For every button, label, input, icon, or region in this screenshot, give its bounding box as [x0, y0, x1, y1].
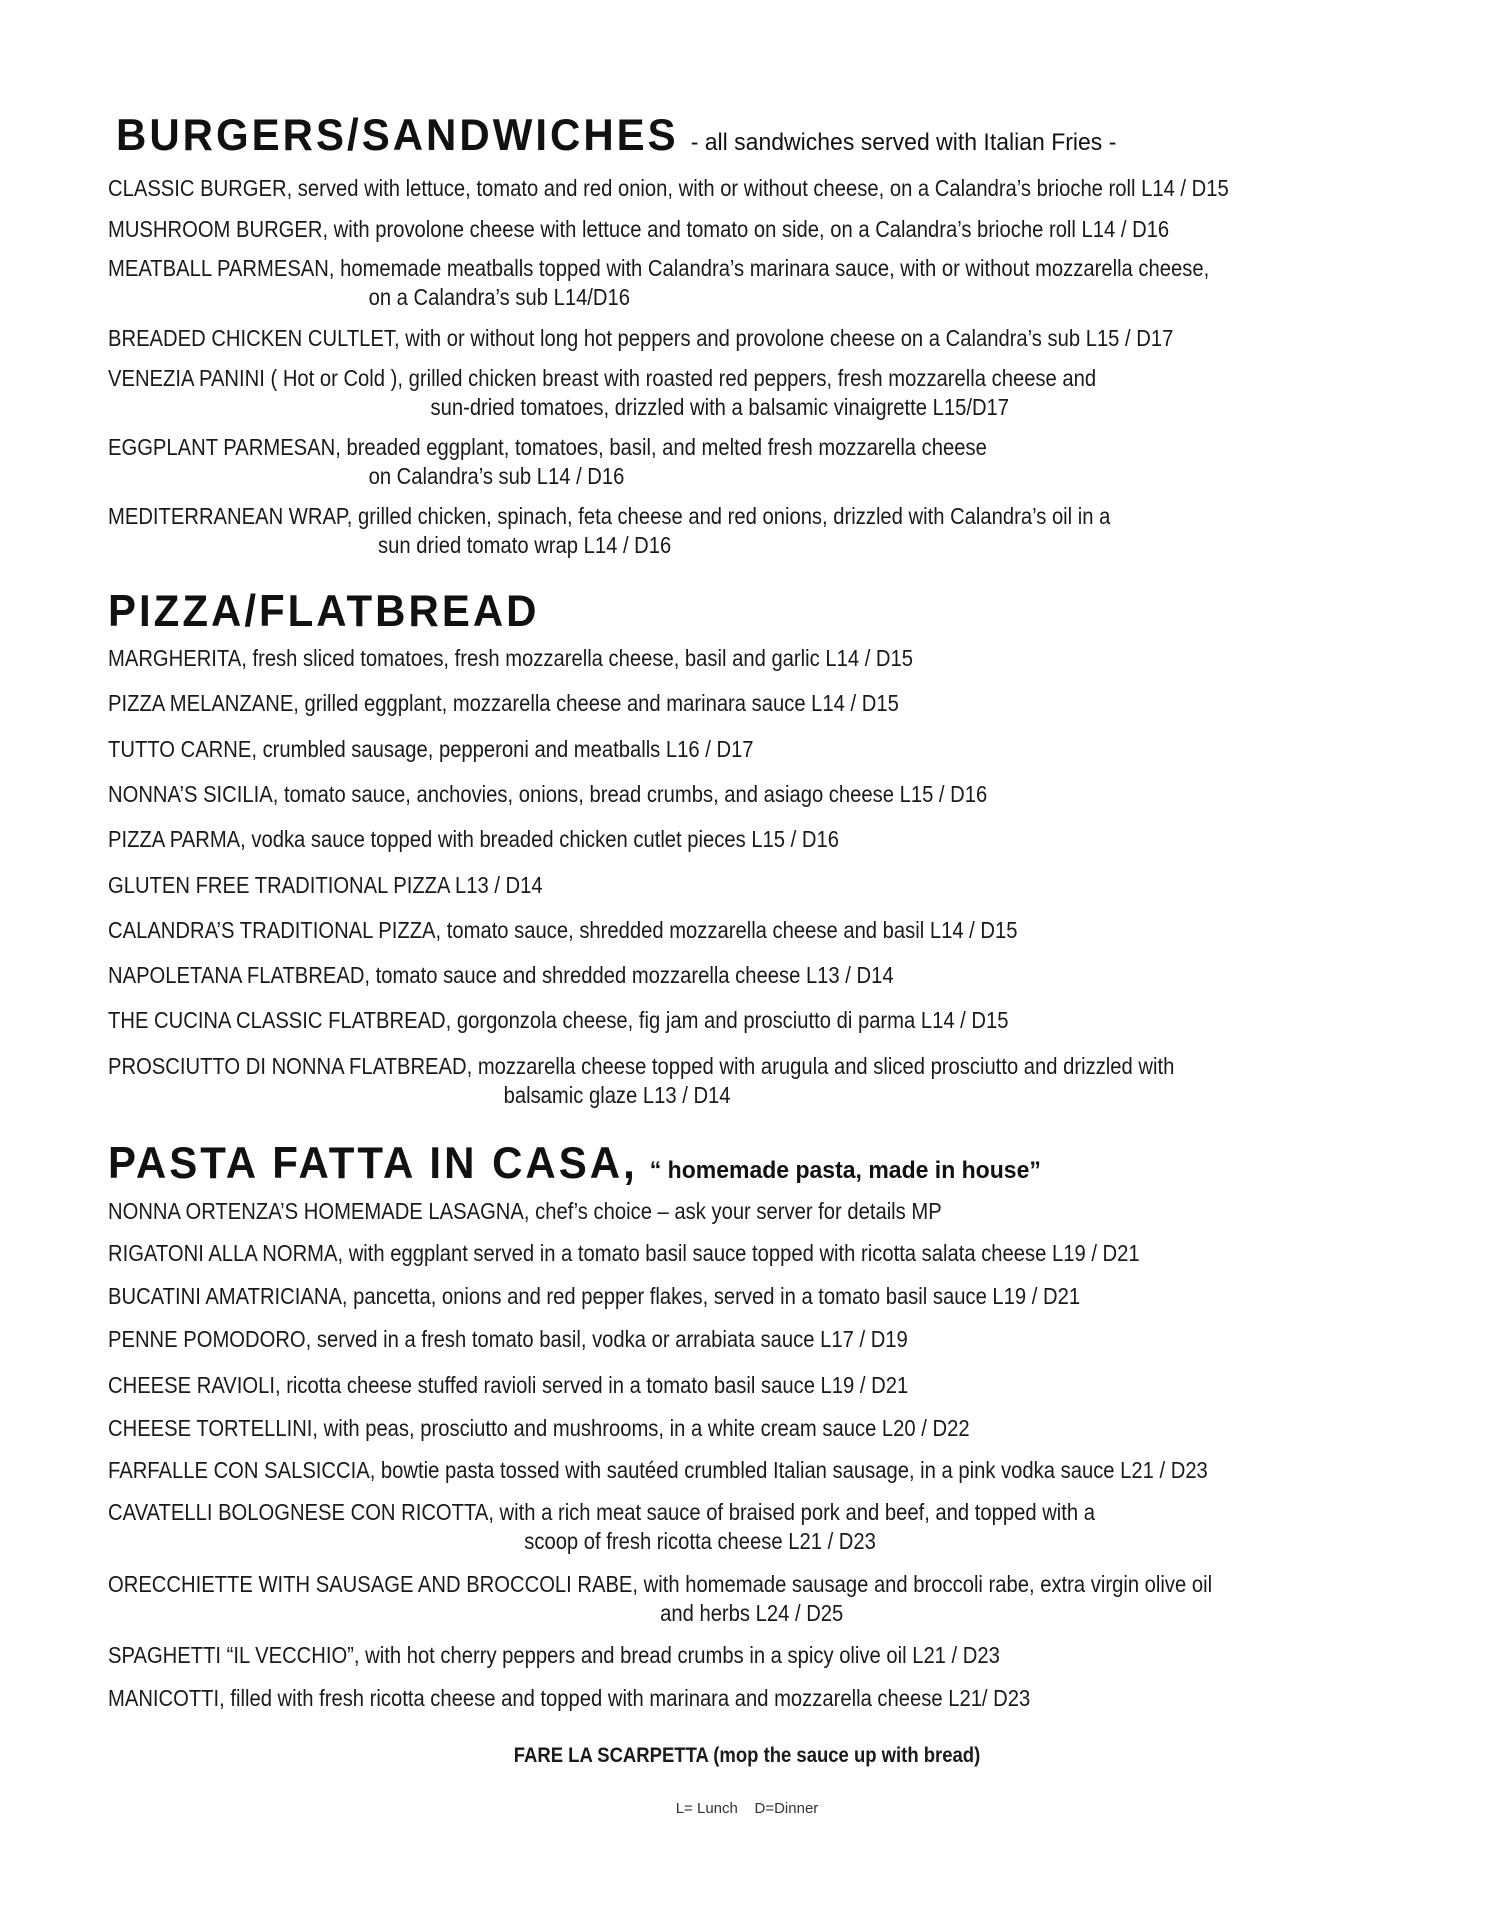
menu-item-text: MUSHROOM BURGER, with provolone cheese with lettuce and tomato on side, on a Calandra’s brioche roll L14 / D16 — [108, 216, 1170, 242]
menu-item-continuation: on a Calandra’s sub L14/D16 — [368, 284, 631, 310]
menu-item-continuation: balsamic glaze L13 / D14 — [503, 1082, 731, 1108]
menu-item-continuation: and herbs L24 / D25 — [660, 1600, 844, 1626]
menu-item-continuation: sun dried tomato wrap L14 / D16 — [378, 532, 672, 558]
menu-item-text: MANICOTTI, filled with fresh ricotta cheese and topped with marinara and mozzarella cheese L21/ D23 — [108, 1685, 1031, 1711]
menu-item-text: FARFALLE CON SALSICCIA, bowtie pasta tossed with sautéed crumbled Italian sausage, in a pink vodka sauce L21 / D23 — [108, 1457, 1208, 1483]
burgers-title: BURGERS/SANDWICHES — [116, 110, 679, 160]
menu-item — [108, 1282, 1080, 1311]
pasta-heading — [108, 1138, 1041, 1188]
menu-item — [108, 1006, 1009, 1035]
menu-item-continuation: on Calandra’s sub L14 / D16 — [368, 463, 625, 489]
menu-item-text: TUTTO CARNE, crumbled sausage, pepperoni and meatballs L16 / D17 — [108, 736, 754, 762]
menu-item — [108, 174, 1229, 203]
menu-item-text: CLASSIC BURGER, served with lettuce, tomato and red onion, with or without cheese, on a Calandra’s brioche roll L14 / D15 — [108, 175, 1229, 201]
menu-item — [108, 961, 894, 990]
menu-item — [108, 825, 839, 854]
scarpetta-note: FARE LA SCARPETTA (mop the sauce up with bread) — [513, 1744, 981, 1767]
pizza-heading — [108, 586, 540, 636]
menu-item — [108, 871, 543, 900]
menu-item — [108, 433, 987, 491]
menu-item — [108, 735, 754, 764]
menu-item-text: GLUTEN FREE TRADITIONAL PIZZA L13 / D14 — [108, 872, 543, 898]
menu-item — [108, 254, 1209, 312]
menu-item — [108, 364, 1096, 422]
menu-item-text: ORECCHIETTE WITH SAUSAGE AND BROCCOLI RABE, with homemade sausage and broccoli rabe, extra virgin olive oil — [108, 1571, 1213, 1597]
menu-item — [108, 1239, 1140, 1268]
menu-item-text: MARGHERITA, fresh sliced tomatoes, fresh mozzarella cheese, basil and garlic L14 / D15 — [108, 645, 914, 671]
menu-item-text: NONNA’S SICILIA, tomato sauce, anchovies, onions, bread crumbs, and asiago cheese L15 / D16 — [108, 781, 988, 807]
menu-item-text: CHEESE RAVIOLI, ricotta cheese stuffed ravioli served in a tomato basil sauce L19 / D21 — [108, 1372, 909, 1398]
menu-item — [108, 916, 1017, 945]
menu-item — [108, 644, 913, 673]
menu-item — [108, 1570, 1212, 1628]
menu-item — [108, 215, 1169, 244]
menu-item-text: RIGATONI ALLA NORMA, with eggplant served in a tomato basil sauce topped with ricotta salata cheese L19 / D21 — [108, 1240, 1140, 1266]
menu-item — [108, 1498, 1095, 1556]
menu-item-text: MEDITERRANEAN WRAP, grilled chicken, spinach, feta cheese and red onions, drizzled with Calandra’s oil in a — [108, 503, 1111, 529]
lunch-dinner-legend: L= Lunch D=Dinner — [675, 1800, 819, 1817]
menu-item-text: CAVATELLI BOLOGNESE CON RICOTTA, with a rich meat sauce of braised pork and beef, and topped with a — [108, 1499, 1095, 1525]
pasta-note: “ homemade pasta, made in house” — [649, 1155, 1041, 1184]
menu-item-text: CHEESE TORTELLINI, with peas, prosciutto and mushrooms, in a white cream sauce L20 / D22 — [108, 1415, 970, 1441]
menu-item — [108, 1371, 908, 1400]
menu-item-text: PIZZA MELANZANE, grilled eggplant, mozzarella cheese and marinara sauce L14 / D15 — [108, 690, 899, 716]
menu-item-text: PENNE POMODORO, served in a fresh tomato basil, vodka or arrabiata sauce L17 / D19 — [108, 1326, 908, 1352]
menu-item-continuation: scoop of fresh ricotta cheese L21 / D23 — [524, 1528, 876, 1554]
menu-item-text: EGGPLANT PARMESAN, breaded eggplant, tomatoes, basil, and melted fresh mozzarella cheese — [108, 434, 987, 460]
menu-item — [108, 502, 1110, 560]
menu-item — [108, 780, 987, 809]
menu-item — [108, 1414, 970, 1443]
menu-item — [108, 324, 1173, 353]
burgers-heading — [116, 110, 1116, 160]
pasta-title: PASTA FATTA IN CASA, — [108, 1138, 638, 1188]
menu-item-text: VENEZIA PANINI ( Hot or Cold ), grilled chicken breast with roasted red peppers, fresh mozzarella cheese and — [108, 365, 1097, 391]
burgers-note: - all sandwiches served with Italian Fries - — [690, 127, 1117, 156]
menu-item — [108, 1456, 1208, 1485]
menu-item-text: BREADED CHICKEN CULTLET, with or without long hot peppers and provolone cheese on a Calandra’s sub L15 / D17 — [108, 325, 1174, 351]
menu-item — [108, 1325, 908, 1354]
menu-item — [108, 1052, 1174, 1110]
menu-item-text: PIZZA PARMA, vodka sauce topped with breaded chicken cutlet pieces L15 / D16 — [108, 826, 839, 852]
menu-item-text: CALANDRA’S TRADITIONAL PIZZA, tomato sauce, shredded mozzarella cheese and basil L14 / D15 — [108, 917, 1018, 943]
menu-item — [108, 1684, 1030, 1713]
menu-item — [108, 1197, 942, 1226]
menu-item — [108, 689, 899, 718]
pizza-title: PIZZA/FLATBREAD — [108, 586, 540, 636]
menu-item-continuation: sun-dried tomatoes, drizzled with a balsamic vinaigrette L15/D17 — [430, 394, 1010, 420]
menu-item-text: THE CUCINA CLASSIC FLATBREAD, gorgonzola cheese, fig jam and prosciutto di parma L14 / D15 — [108, 1007, 1009, 1033]
menu-item-text: NAPOLETANA FLATBREAD, tomato sauce and shredded mozzarella cheese L13 / D14 — [108, 962, 894, 988]
menu-item-text: SPAGHETTI “IL VECCHIO”, with hot cherry peppers and bread crumbs in a spicy olive oil L21 / D23 — [108, 1642, 1000, 1668]
menu-item-text: PROSCIUTTO DI NONNA FLATBREAD, mozzarella cheese topped with arugula and sliced prosciutto and drizzled with — [108, 1053, 1175, 1079]
menu-item-text: BUCATINI AMATRICIANA, pancetta, onions and red pepper flakes, served in a tomato basil sauce L19 / D21 — [108, 1283, 1081, 1309]
menu-item — [108, 1641, 1000, 1670]
menu-item-text: MEATBALL PARMESAN, homemade meatballs topped with Calandra’s marinara sauce, with or without mozzarella cheese, — [108, 255, 1210, 281]
menu-item-text: NONNA ORTENZA’S HOMEMADE LASAGNA, chef’s choice – ask your server for details MP — [108, 1198, 942, 1224]
